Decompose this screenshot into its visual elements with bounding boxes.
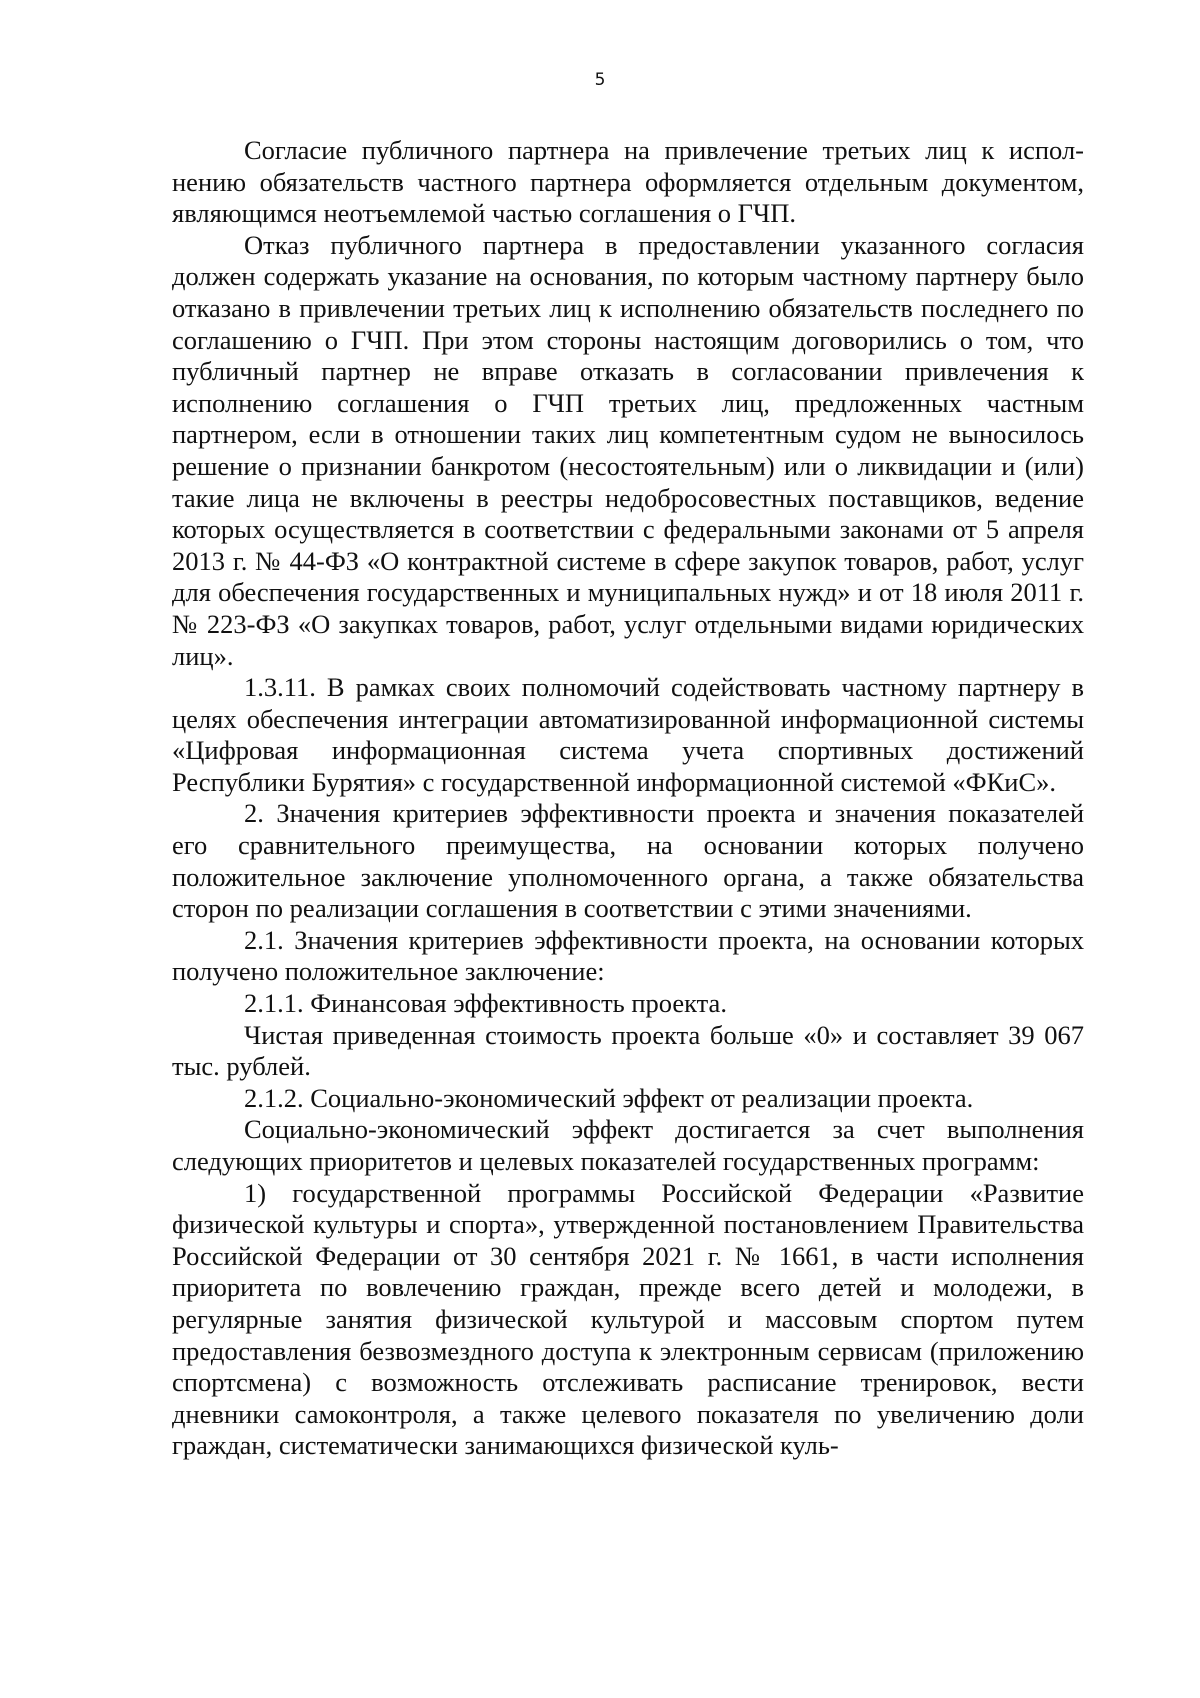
paragraph-npv: Чистая приведенная стоимость проекта больше «0» и составляет 39 067 тыс. рублей. (172, 1019, 1084, 1082)
paragraph-2-1-2: 2.1.2. Социально-экономический эффект от реализации проекта. (244, 1082, 974, 1113)
document-body (172, 135, 1084, 1462)
paragraph-program-1: 1) государственной программы Российской Федерации «Развитие физической культуры и спорта», утвержденной постановлением Правительства Российской Федерации от 30 сентября 2021 г. № 1661, в части исполнения приоритета по вовлечению граждан, прежде всего детей и молодежи, в регулярные занятия физической культурой и массовым спортом путем предоставления безвозмездного доступа к электронным сервисам (приложению спортсмена) с возможность отслеживать расписание тренировок, вести дневники самоконтроля, а также целевого показателя по увеличению доли граждан, систематически занимающихся физической куль- (172, 1177, 1084, 1461)
paragraph-socio-economic: Социально-экономический эффект достигается за счет выполнения следующих приоритетов и целевых показателей государственных программ: (172, 1114, 1084, 1176)
paragraph-refusal: Отказ публичного партнера в предоставлении указанного согласия должен содержать указание на основания, по которым частному партнеру было отказано в привлечении третьих лиц к исполнению обязательств последнего по соглашению о ГЧП. При этом стороны настоящим договорились о том, что публичный партнер не вправе отказать в согласовании привлечения к исполнению соглашения о ГЧП третьих лиц, предложенных частным партнером, если в отношении таких лиц компетентным судом не выносилось решение о признании банкротом (несостоятельным) или о ликвидации и (или) такие лица не включены в реестры недобросовестных поставщиков, ведение которых осуществляется в соответствии с федеральными законами от 5 апреля 2013 г. № 44-ФЗ «О контрактной системе в сфере закупок товаров, работ, услуг для обеспечения государственных и муниципальных нужд» и от 18 июля 2011 г. № 223-ФЗ «О закупках товаров, работ, услуг отдельными видами юридических лиц». (172, 229, 1084, 671)
paragraph-1-3-11: 1.3.11. В рамках своих полномочий содействовать частному партнеру в целях обеспечения интеграции автоматизированной информационной системы «Цифровая информационная система учета спортивных достижений Республики Бурятия» с государственной информационной системой «ФКиС». (172, 672, 1084, 797)
paragraph-consent: Согласие публичного партнера на привлечение третьих лиц к исполнению обязательств частного партнера оформляется отдельным документом, являющимся неотъемлемой частью соглашения о ГЧП. (172, 135, 1084, 229)
paragraph-section-2: 2. Значения критериев эффективности проекта и значения показателей его сравнительного преимущества, на основании которых получено положительное заключение уполномоченного органа, а также обязательства сторон по реализации соглашения в соответствии с этими значениями. (172, 798, 1084, 924)
paragraph-2-1-1: 2.1.1. Финансовая эффективность проекта. (244, 988, 727, 1019)
paragraph-2-1: 2.1. Значения критериев эффективности проекта, на основании которых получено положительное заключение: (172, 924, 1084, 987)
page-number: 5 (594, 70, 606, 90)
